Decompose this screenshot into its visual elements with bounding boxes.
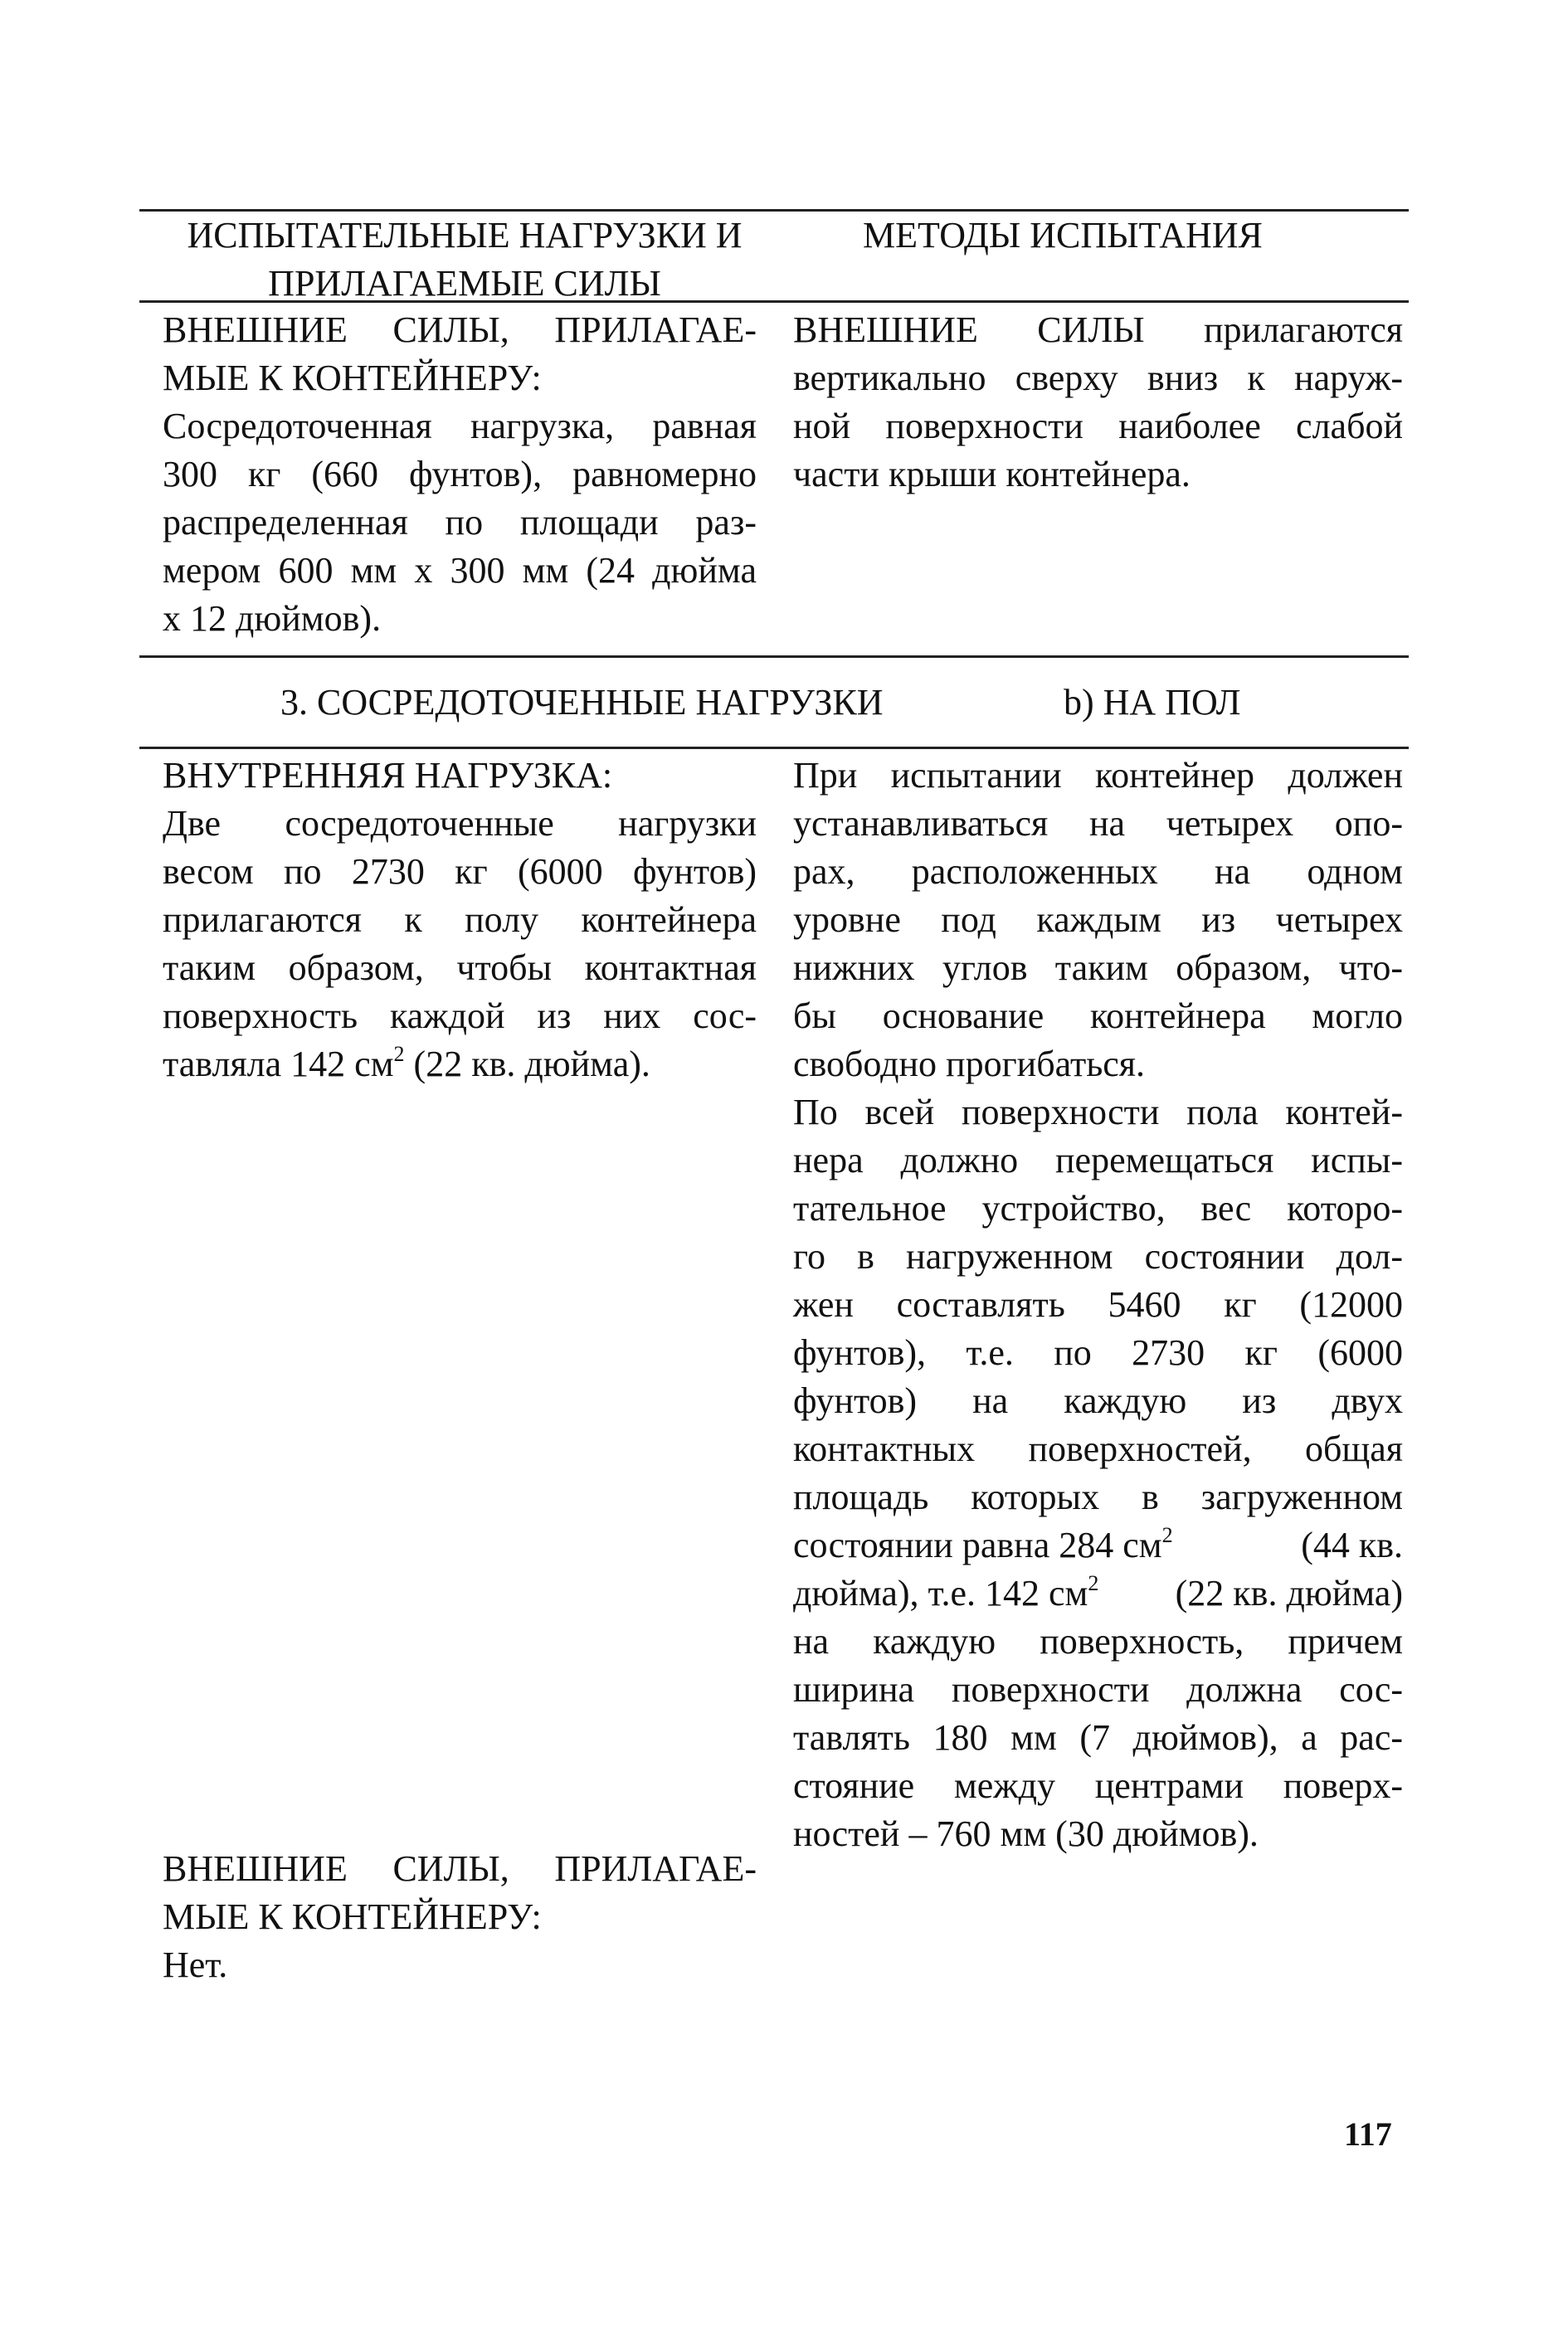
- header-left-line2: ПРИЛАГАЕМЫЕ СИЛЫ: [268, 263, 661, 304]
- block1-left-body-4: х 12 дюймов).: [163, 598, 382, 639]
- block2-right-p1-1: устанавливаться на четырех опо-: [793, 803, 1403, 844]
- block2-right-p2-1: нера должно перемещаться испы-: [793, 1140, 1403, 1180]
- block2-left-body-0: Две сосредоточенные нагрузки: [163, 803, 757, 844]
- block2-left-last: [163, 1040, 757, 1088]
- block2-right-p2-4: жен составлять 5460 кг (12000: [793, 1284, 1403, 1325]
- block2-right-line-a: [793, 1521, 1403, 1570]
- block2-right-p1-0: При испытании контейнер должен: [793, 755, 1403, 796]
- block2-right-line-b-text: дюйма), т.е. 142 см: [793, 1573, 1088, 1614]
- block2-right-line-a-tail: (44 кв.: [1301, 1525, 1403, 1565]
- block2-right-end-0: на каждую поверхность, причем: [793, 1621, 1403, 1662]
- block2-left-last-tail: (22 кв. дюйма).: [404, 1044, 650, 1084]
- section-title: 3. СОСРЕДОТОЧЕННЫЕ НАГРУЗКИ: [280, 682, 884, 723]
- block1-left-heading-line2: МЫЕ К КОНТЕЙНЕРУ:: [163, 358, 542, 398]
- block2-left-external-line2: МЫЕ К КОНТЕЙНЕРУ:: [163, 1896, 542, 1937]
- block1-left-body-3: мером 600 мм х 300 мм (24 дюйма: [163, 550, 757, 591]
- header-right: МЕТОДЫ ИСПЫТАНИЯ: [863, 215, 1263, 256]
- block2-right-line-b-tail: (22 кв. дюйма): [1175, 1573, 1403, 1614]
- block2-left-external-value: Нет.: [163, 1945, 228, 1985]
- header-left-line1: ИСПЫТАТЕЛЬНЫЕ НАГРУЗКИ И: [187, 215, 743, 256]
- rule-section-top: [139, 655, 1409, 658]
- block2-right-p1-6: свободно прогибаться.: [793, 1044, 1146, 1084]
- block2-right-p2-5: фунтов), т.е. по 2730 кг (6000: [793, 1332, 1403, 1373]
- block2-right-line-b-main: [793, 1570, 1098, 1618]
- block1-left-body-1: 300 кг (660 фунтов), равномерно: [163, 454, 757, 494]
- block2-right-end-1: ширина поверхности должна сос-: [793, 1669, 1403, 1710]
- block2-left-body-4: поверхность каждой из них сос-: [163, 995, 757, 1036]
- block2-left-body-2: прилагаются к полу контейнера: [163, 899, 757, 940]
- rule-section-bottom: [139, 747, 1409, 749]
- block1-right-body-2: ной поверхности наиболее слабой: [793, 406, 1403, 446]
- section-subtitle: b) НА ПОЛ: [1064, 682, 1241, 723]
- block2-right-line-b-sup: 2: [1088, 1571, 1099, 1595]
- block2-left-last-text: тавляла 142 см: [163, 1044, 394, 1084]
- block1-right: [793, 306, 1403, 499]
- block2-left-body-3: таким образом, чтобы контактная: [163, 947, 757, 988]
- block1-right-body-1: вертикально сверху вниз к наруж-: [793, 358, 1403, 398]
- block2-right-p2-3: го в нагруженном состоянии дол-: [793, 1236, 1403, 1277]
- block1-right-body-3: части крыши контейнера.: [793, 454, 1191, 494]
- block2-left-last-sup: 2: [393, 1042, 405, 1066]
- header-left: [149, 212, 780, 308]
- block1-left-body-2: распределенная по площади раз-: [163, 502, 757, 543]
- block2-right-p1-4: нижних углов таким образом, что-: [793, 947, 1403, 988]
- block2-right-end-3: стояние между центрами поверх-: [793, 1765, 1403, 1806]
- block2-left-body-1: весом по 2730 кг (6000 фунтов): [163, 851, 757, 892]
- page-number: 117: [1344, 2115, 1392, 2153]
- block2-right-p2-7: контактных поверхностей, общая: [793, 1429, 1403, 1469]
- block2-right-p1-3: уровне под каждым из четырех: [793, 899, 1403, 940]
- block2-right-p2-2: тательное устройство, вес которо-: [793, 1188, 1403, 1229]
- block2-right-p1-5: бы основание контейнера могло: [793, 995, 1403, 1036]
- block2-right-p1-2: рах, расположенных на одном: [793, 851, 1403, 892]
- block2-right-line-a-text: состоянии равна 284 см: [793, 1525, 1162, 1565]
- block2-right-line-a-sup: 2: [1161, 1523, 1173, 1547]
- block2-right-end-4: ностей – 760 мм (30 дюймов).: [793, 1813, 1259, 1854]
- block1-left-heading-line1: ВНЕШНИЕ СИЛЫ, ПРИЛАГАЕ-: [163, 309, 757, 350]
- block2-right-line-a-main: [793, 1521, 1173, 1570]
- block2-right-end-2: тавлять 180 мм (7 дюймов), а рас-: [793, 1717, 1403, 1758]
- block2-right-p2-6: фунтов) на каждую из двух: [793, 1380, 1403, 1421]
- block2-right-line-b: [793, 1570, 1403, 1618]
- block2-left-external: [163, 1845, 757, 1989]
- block2-right-p2-8: площадь которых в загруженном: [793, 1477, 1403, 1517]
- block2-left-heading: ВНУТРЕННЯЯ НАГРУЗКА:: [163, 755, 613, 796]
- block1-right-body-0: ВНЕШНИЕ СИЛЫ прилагаются: [793, 309, 1403, 350]
- block1-left-body-0: Сосредоточенная нагрузка, равная: [163, 406, 757, 446]
- block1-left: [163, 306, 757, 643]
- block2-right-p2-0: По всей поверхности пола контей-: [793, 1092, 1403, 1132]
- block2-right: [793, 752, 1403, 1858]
- block2-left: [163, 752, 757, 1088]
- block2-left-external-line1: ВНЕШНИЕ СИЛЫ, ПРИЛАГАЕ-: [163, 1848, 757, 1889]
